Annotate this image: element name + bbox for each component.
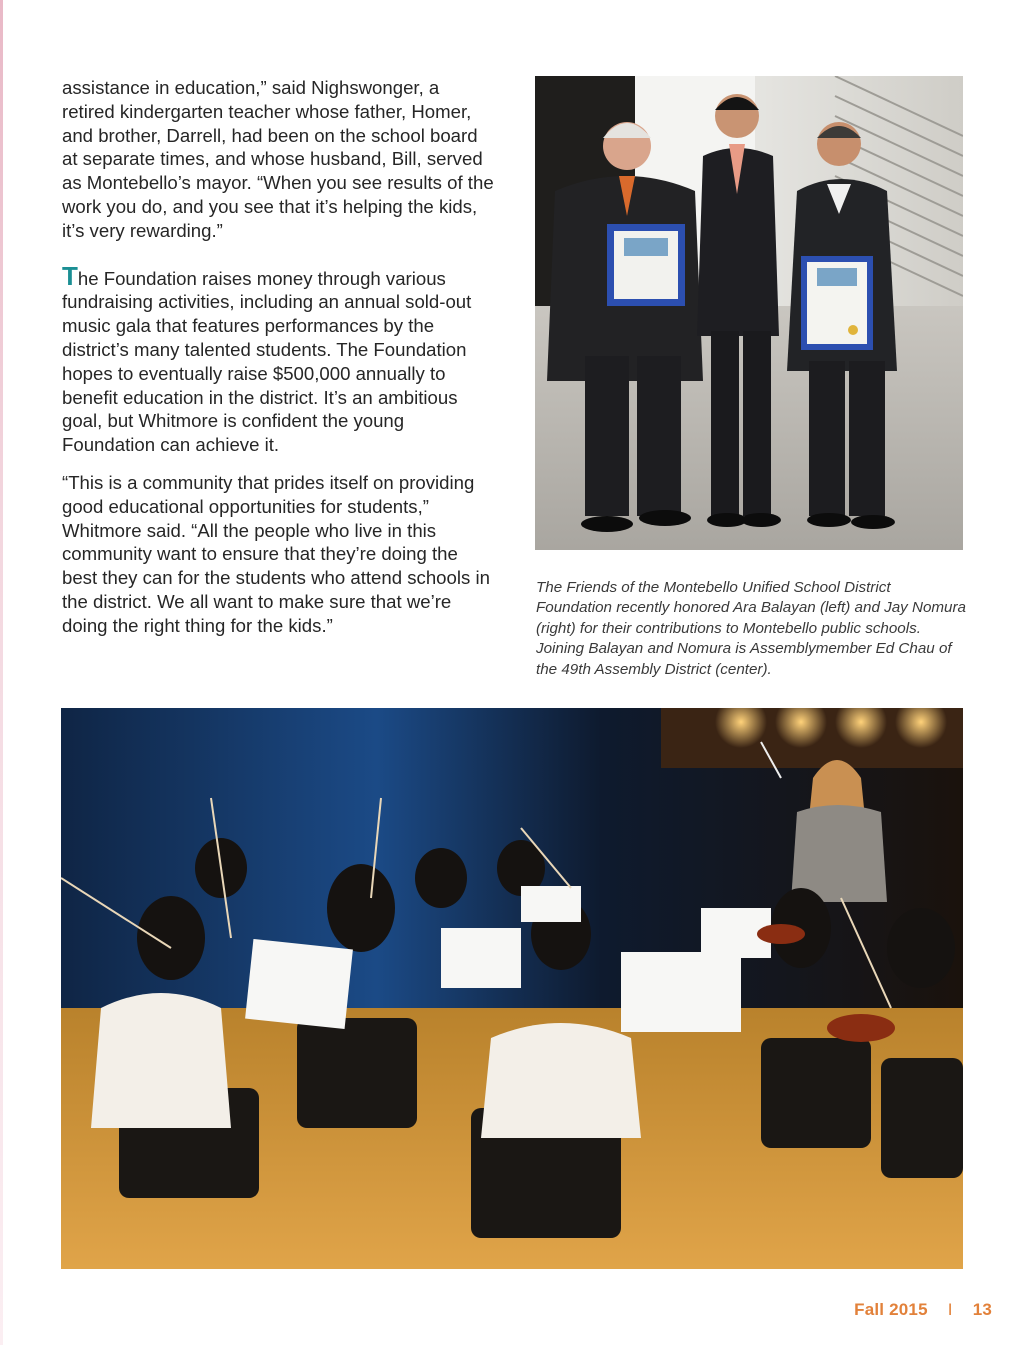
orchestra-photo bbox=[61, 708, 963, 1269]
page-footer bbox=[854, 1300, 992, 1320]
article-paragraph-2 bbox=[62, 260, 494, 457]
photo-caption: The Friends of the Montebello Unified School District Foundation recently honored Ara Balayan (left) and Jay Nomura (right) for their contributions to Montebello public schools. Joining Balayan and Nomura is Assemblymember Ed Chau of the 49th Assembly District (center). bbox=[536, 579, 966, 678]
honorees-photo bbox=[535, 76, 963, 550]
page-number: 13 bbox=[972, 1300, 992, 1319]
article-paragraph-2-text: he Foundation raises money through various fundraising activities, including an annual sold-out music gala that features performances by the district’s many talented students. The Foundation hopes to eventually raise $500,000 annually to benefit education in the district. It’s an ambitious goal, but Whitmore is confident the young Foundation can achieve it. bbox=[62, 267, 472, 456]
footer-separator: I bbox=[947, 1300, 953, 1319]
drop-cap: T bbox=[62, 260, 78, 291]
article-paragraph-1: assistance in education,” said Nighswonger, a retired kindergarten teacher whose father, Homer, and brother, Darrell, had been on the school board at separate times, and whose husband, Bill, served as Montebello’s mayor. “When you see results of the work you do, and you see that it’s helping the kids, it’s very rewarding.” bbox=[62, 77, 494, 241]
page-edge-strip bbox=[0, 0, 3, 1345]
article-paragraph-3: “This is a community that prides itself on providing good educational opportunities for students,” Whitmore said. “All the people who live in this community want to ensure that they’re doing the best they can for the students who attend schools in the district. We all want to make sure that we’re doing the right thing for the kids.” bbox=[62, 471, 490, 636]
article-text-column bbox=[62, 76, 494, 661]
issue-label: Fall 2015 bbox=[854, 1300, 928, 1319]
